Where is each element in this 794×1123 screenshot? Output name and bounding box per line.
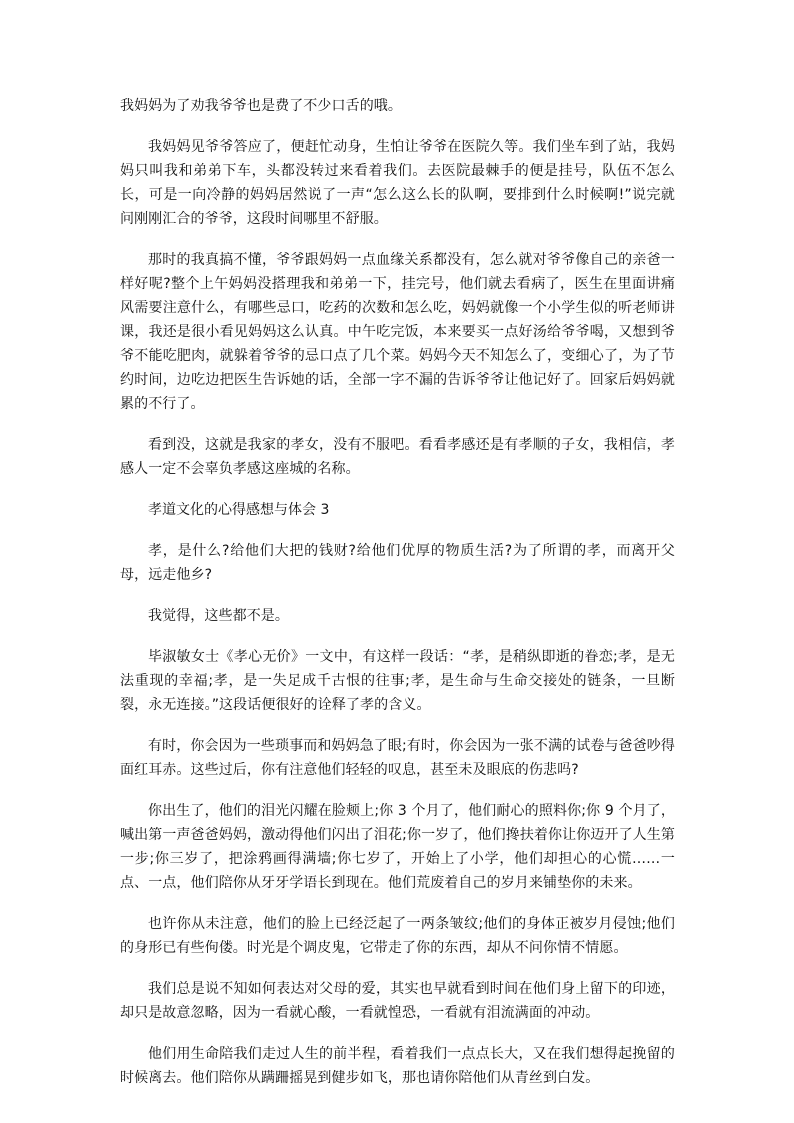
- paragraph: 有时，你会因为一些琐事而和妈妈急了眼;有时，你会因为一张不满的试卷与爸爸吵得面红耳赤。这些过后，你有注意他们轻轻的叹息，甚至未及眼底的伤悲吗?: [120, 738, 675, 778]
- paragraph-gap: [120, 481, 675, 498]
- paragraph-gap: [120, 118, 675, 135]
- paragraph: 我妈妈见爷爷答应了，便赶忙动身，生怕让爷爷在医院久等。我们坐车到了站，我妈妈只叫我和弟弟下车，头都没转过来看着我们。去医院最棘手的便是挂号，队伍不怎么长，可是一向冷静的妈妈居然说了一声“怎么这么长的队啊，要排到什么时候啊!”说完就问刚刚汇合的爷爷，这段时间哪里不舒服。: [120, 139, 675, 227]
- paragraph: 毕淑敏女士《孝心无价》一文中，有这样一段话：“孝，是稍纵即逝的眷恋;孝，是无法重现的幸福;孝，是一失足成千古恨的往事;孝，是生命与生命交接处的链条，一旦断裂，永无连接。”这段话便很好的诠释了孝的含义。: [120, 649, 675, 713]
- paragraph-gap: [120, 895, 675, 912]
- paragraph: 他们用生命陪我们走过人生的前半程，看着我们一点点长大，又在我们想得起挽留的时候离去。他们陪你从蹒跚摇晃到健步如飞，那也请你陪他们从青丝到白发。: [120, 1046, 675, 1086]
- paragraph-gap: [120, 717, 675, 734]
- paragraph-gap: [120, 587, 675, 604]
- paragraph: 我们总是说不知如何表达对父母的爱，其实也早就看到时间在他们身上留下的印迹，却只是故意忽略，因为一看就心酸，一看就惶恐，一看就有泪流满面的冲动。: [120, 981, 675, 1021]
- paragraph: 我妈妈为了劝我爷爷也是费了不少口舌的哦。: [120, 98, 402, 114]
- paragraph-gap: [120, 1025, 675, 1042]
- paragraph: 那时的我真搞不懂，爷爷跟妈妈一点血缘关系都没有，怎么就对爷爷像自己的亲爸一样好呢?整个上午妈妈没搭理我和弟弟一下，挂完号，他们就去看病了，医生在里面讲痛风需要注意什么，有哪些忌口，吃药的次数和怎么吃，妈妈就像一个小学生似的听老师讲课，我还是很小看见妈妈这么认真。中午吃完饭，本来要买一点好汤给爷爷喝，又想到爷爷不能吃肥肉，就躲着爷爷的忌口点了几个菜。妈妈今天不知怎么了，变细心了，为了节约时间，边吃边把医生告诉她的话，全部一字不漏的告诉爷爷让他记好了。回家后妈妈就累的不行了。: [120, 252, 675, 412]
- paragraph-gap: [120, 231, 675, 248]
- paragraph: 你出生了，他们的泪光闪耀在脸颊上;你 3 个月了，他们耐心的照料你;你 9 个月了，喊出第一声爸爸妈妈，激动得他们闪出了泪花;你一岁了，他们搀扶着你让你迈开了人生第一步;你三岁了，把涂鸦画得满墙;你七岁了，开始上了小学，他们却担心的心慌……一点、一点，他们陪你从牙牙学语长到现在。他们荒废着自己的岁月来铺垫你的未来。: [120, 803, 675, 891]
- paragraph: 也许你从未注意，他们的脸上已经泛起了一两条皱纹;他们的身体正被岁月侵蚀;他们的身形已有些佝偻。时光是个调皮鬼，它带走了你的东西，却从不问你情不情愿。: [120, 916, 675, 956]
- paragraph-gap: [120, 960, 675, 977]
- paragraph: 看到没，这就是我家的孝女，没有不服吧。看看孝感还是有孝顺的子女，我相信，孝感人一定不会辜负孝感这座城的名称。: [120, 437, 675, 477]
- paragraph-gap: [120, 628, 675, 645]
- paragraph: 孝，是什么?给他们大把的钱财?给他们优厚的物质生活?为了所谓的孝，而离开父母，远走他乡?: [120, 543, 675, 583]
- paragraph-gap: [120, 522, 675, 539]
- paragraph: 我觉得，这些都不是。: [148, 608, 289, 624]
- paragraph-gap: [120, 416, 675, 433]
- paragraph-gap: [120, 782, 675, 799]
- section-heading: 孝道文化的心得感想与体会 3: [148, 502, 330, 518]
